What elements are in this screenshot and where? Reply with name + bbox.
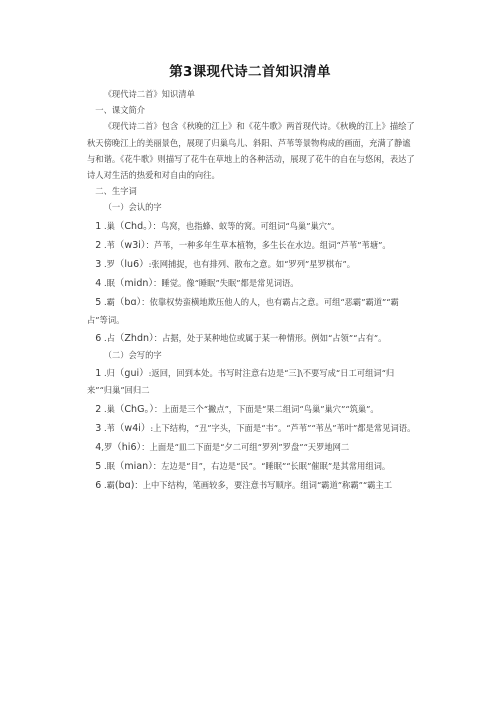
list-item: 6 .占（Zhdn）：占据，处于某种地位或属于某一种情形。例如“占领”“占有”。 bbox=[95, 332, 387, 344]
list-item: 6 .霸(bɑ)：上中下结构，笔画较多，要注意书写顺序。组词“霸道”称霸”“霸主工 bbox=[95, 480, 392, 492]
section-paragraph-intro: 《现代诗二首》包含《秋晚的江上》和《花牛歌》两首现代诗。《秋晚的江上》描绘了秋天傍晚江上的美丽景色，展现了归巢鸟儿、斜阳、芦苇等景物构成的画面，充满了静谧与和谐。《花牛歌》则描写了花牛在草地上的各种活动，展现了花牛的自在与悠闲，表达了诗人对生活的热爱和对自由的向往。 bbox=[87, 121, 415, 181]
subheading-recognize: （一）会认的字 bbox=[103, 202, 162, 213]
intro-line: 《现代诗二首》知识清单 bbox=[103, 89, 195, 99]
list-item: 4 .眠（midn）：睡觉。像“睡眠”失眠”都是常见词语。 bbox=[95, 278, 299, 290]
page-title: 第3课现代诗二首知识清单 bbox=[169, 64, 331, 80]
list-item: 5 .眠（mian）：左边是“目”，右边是“民”。“睡眠”“长眠”催眠”是其常用组词。 bbox=[95, 461, 391, 473]
write-list bbox=[87, 365, 417, 494]
list-item: 2 .巢（ChG。）：上面是三个“撇点”，下面是“果二组词“鸟巢”巢穴”“筑巢”。 bbox=[95, 403, 379, 415]
list-item: 1 .归（gui）:返回，回到本处。书写时注意右边是“三]\不要写成“日工可组词“归来”“归巢”回归二 bbox=[87, 368, 395, 396]
list-item: 1 .巢（Chd。）：鸟窝，也指蜂、蚁等的窝。可组词“鸟巢”巢穴”。 bbox=[95, 220, 340, 232]
section-heading-intro: 一、课文简介 bbox=[95, 105, 146, 116]
list-item: 3 .罗（lu6）:张网捕捉，也有排列、散布之意。如“罗列”星罗棋布”。 bbox=[95, 259, 355, 271]
subheading-write: （二）会写的字 bbox=[103, 350, 162, 361]
section-heading-vocab: 二、生字词 bbox=[95, 186, 137, 197]
list-item: 5 .霸（bɑ）：依靠权势蛮横地欺压他人的人，也有霸占之意。可组“恶霸”霸道”“霸占”等词。 bbox=[87, 297, 399, 325]
document-body bbox=[87, 86, 417, 495]
list-item: 2 .苇（w3i）：芦苇，一种多年生草本植物，多生长在水边。组词“芦苇”苇塘”。 bbox=[95, 239, 391, 251]
list-item: 4,罗（hi6）：上面是“皿二下面是“夕二可组“罗列”罗盘”“天罗地网二 bbox=[95, 442, 350, 454]
recognize-list bbox=[87, 218, 417, 347]
list-item: 3 .苇（w4i）:上下结构，“丑”字头，下面是“韦”。“芦苇”“苇丛”苇叶”都是常见词语。 bbox=[95, 422, 416, 434]
